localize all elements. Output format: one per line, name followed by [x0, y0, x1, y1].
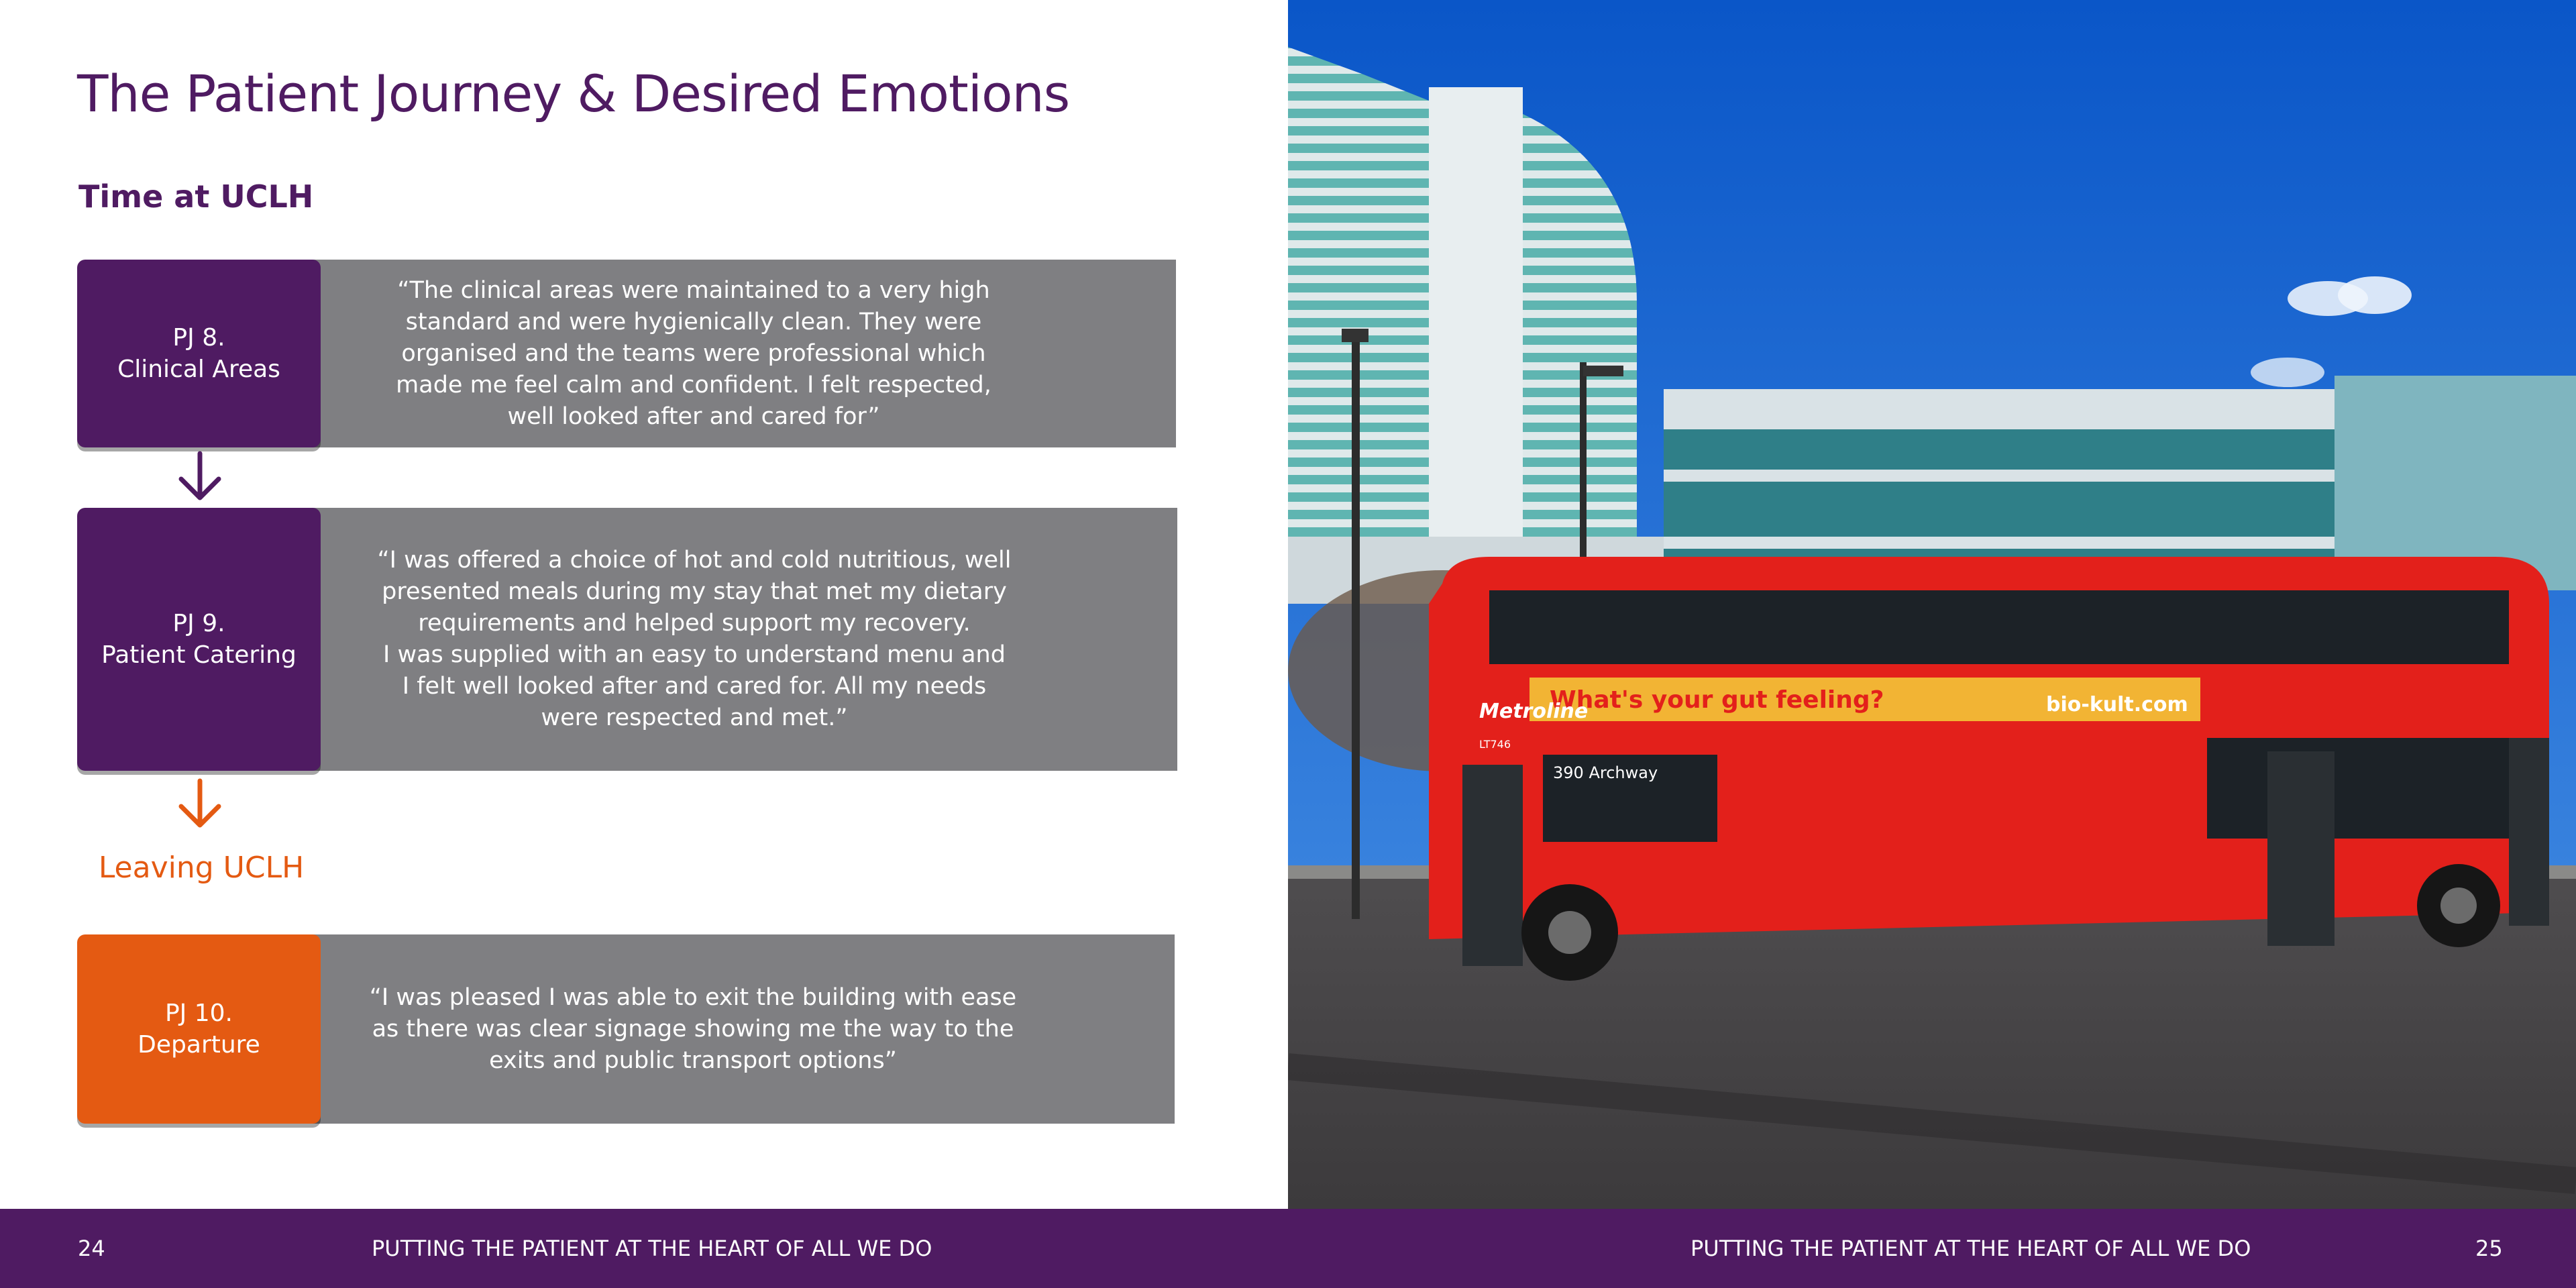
- journey-step-departure: [77, 934, 1175, 1124]
- step-label-tile: PJ 8. Clinical Areas: [77, 260, 321, 447]
- section-heading-time-at-uclh: Time at UCLH: [78, 178, 314, 215]
- left-page-number: 24: [78, 1236, 105, 1261]
- section-heading-leaving-uclh: Leaving UCLH: [98, 851, 305, 885]
- journey-step-patient-catering: [77, 508, 1177, 771]
- step-label-tile: PJ 10. Departure: [77, 934, 321, 1124]
- street-scene-illustration: [1288, 0, 2576, 1209]
- step-quote: “The clinical areas were maintained to a very high standard and were hygienically clean. They were organised and the teams were professional which made me feel calm and confident. I felt respected, well looked after and cared for”: [238, 260, 1176, 447]
- right-page-number: 25: [2475, 1236, 2503, 1261]
- page-title: The Patient Journey & Desired Emotions: [77, 64, 1070, 123]
- bus-fleet-number: LT746: [1479, 738, 1511, 751]
- bus-ad-text: What's your gut feeling?: [1550, 686, 1884, 714]
- step-quote: “I was pleased I was able to exit the building with ease as there was clear signage showing me the way to the exits and public transport options”: [238, 934, 1175, 1124]
- bus-operator: Metroline: [1479, 700, 1589, 723]
- down-arrow-icon: [173, 778, 227, 832]
- down-arrow-icon: [173, 451, 227, 504]
- hospital-bus-photo: [1288, 0, 2576, 1209]
- footer-bar: [0, 1209, 2576, 1288]
- journey-step-clinical-areas: [77, 260, 1176, 447]
- right-footer-tagline: PUTTING THE PATIENT AT THE HEART OF ALL WE DO: [1690, 1236, 2251, 1261]
- left-page: [0, 0, 1288, 1209]
- left-footer-tagline: PUTTING THE PATIENT AT THE HEART OF ALL WE DO: [372, 1236, 932, 1261]
- step-label-tile: PJ 9. Patient Catering: [77, 508, 321, 771]
- step-quote: “I was offered a choice of hot and cold nutritious, well presented meals during my stay that met my dietary requirements and helped support my recovery. I was supplied with an easy to understand menu and I felt well looked after and cared for. All my needs were respected and met.”: [238, 508, 1177, 771]
- bus-ad-brand: bio-kult.com: [2046, 693, 2188, 716]
- bus-route: 390 Archway: [1553, 763, 1658, 782]
